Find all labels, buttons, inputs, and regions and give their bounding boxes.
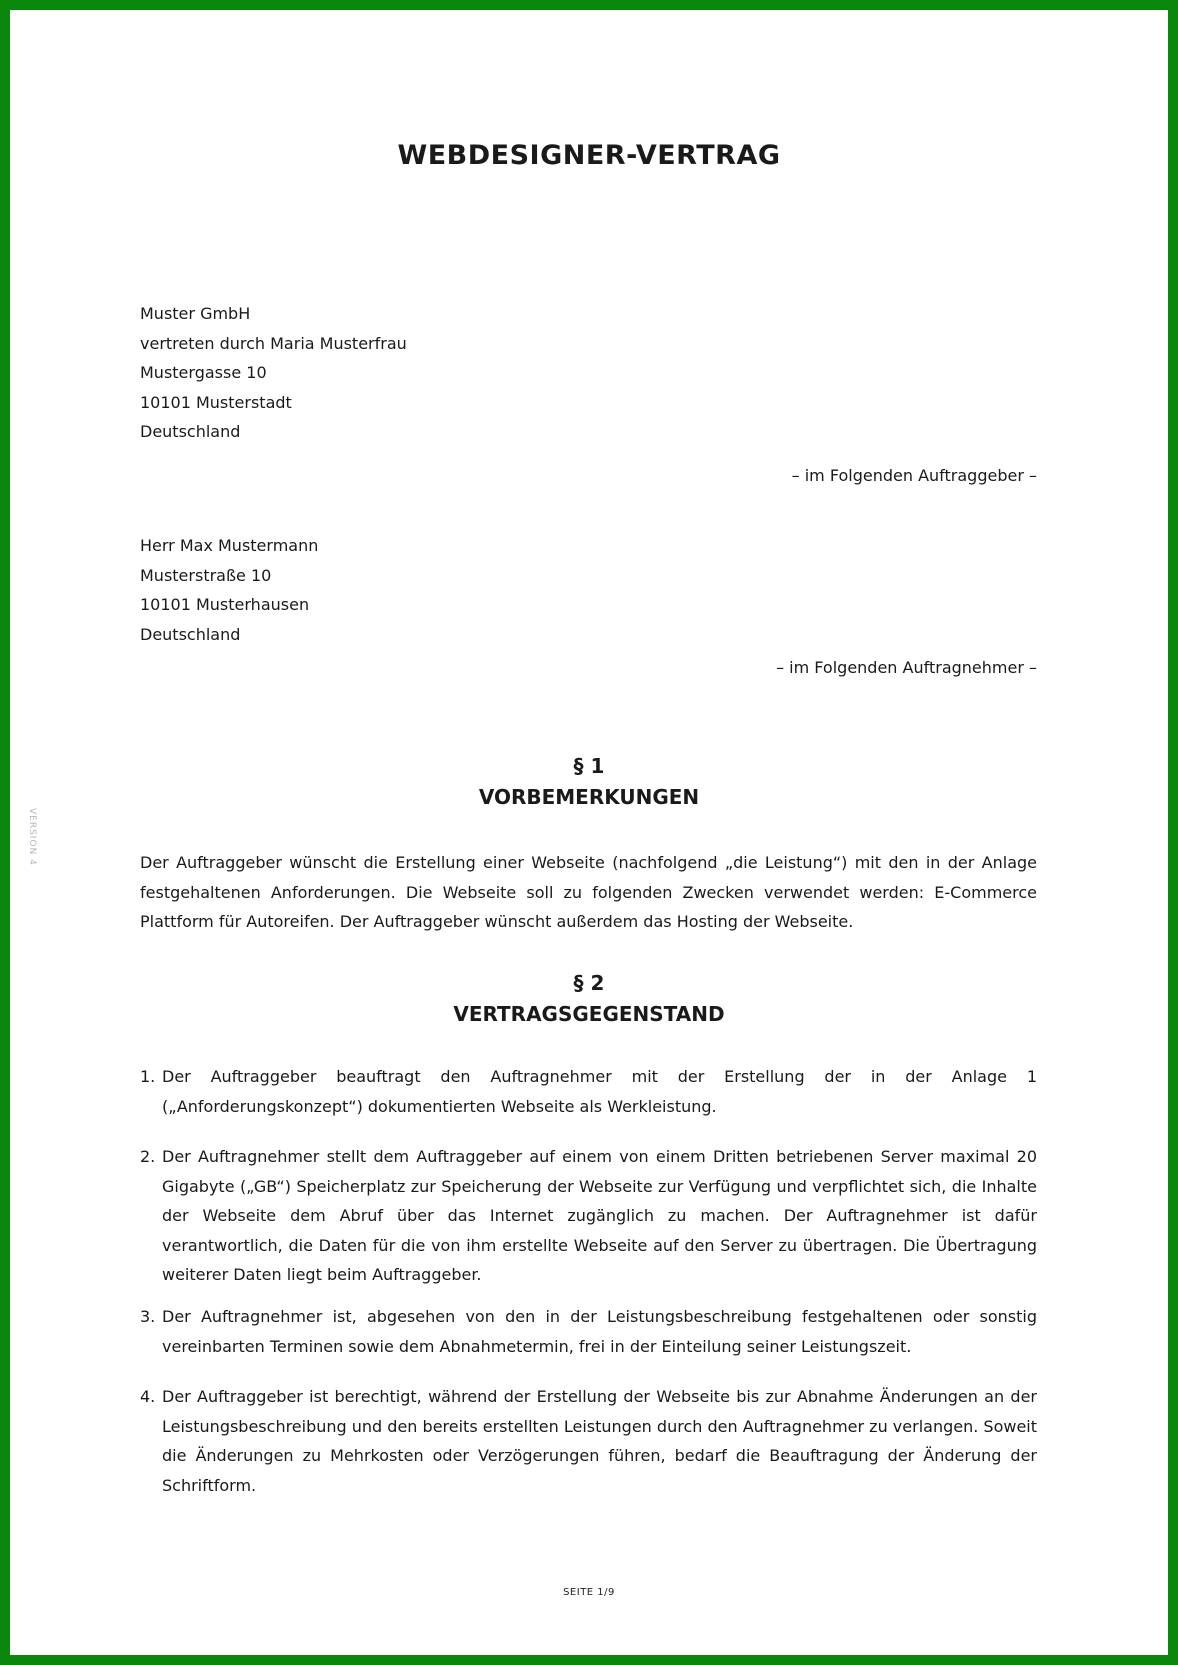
contractor-country: Deutschland (140, 624, 241, 644)
list-item-number: 3. (140, 1307, 156, 1326)
list-item-number: 1. (140, 1067, 156, 1086)
list-item-number: 2. (140, 1147, 156, 1166)
section-1-number: § 1 (573, 754, 605, 778)
section-2-title: VERTRAGSGEGENSTAND (453, 1002, 725, 1026)
contractor-address (140, 531, 1037, 649)
section-2-number: § 2 (573, 971, 605, 995)
contractor-role: – im Folgenden Auftragnehmer – (776, 658, 1037, 677)
client-name: Muster GmbH (140, 304, 251, 323)
list-item-text: Der Auftraggeber beauftragt den Auftragnehmer mit der Erstellung der in der Anlage 1 („Anforderungskonzept“) dokumentierten Webseite als Werkleistung. (162, 1067, 1037, 1116)
client-role: – im Folgenden Auftraggeber – (791, 466, 1037, 485)
client-street: Mustergasse 10 (140, 363, 267, 382)
list-item (140, 1382, 1037, 1500)
client-country: Deutschland (140, 422, 241, 441)
page-number: SEITE 1/9 (563, 1587, 615, 1598)
client-representative: vertreten durch Maria Musterfrau (140, 333, 407, 353)
list-item-number: 4. (140, 1387, 156, 1406)
list-item (140, 1302, 1037, 1361)
section-1-title: VORBEMERKUNGEN (478, 785, 700, 809)
section-1-paragraph: Der Auftraggeber wünscht die Erstellung einer Webseite (nachfolgend „die Leistung“) mit den in der Anlage festgehaltenen Anforderungen. Die Webseite soll zu folgenden Zwecken verwendet werden: E-Commerce Plattform für Autoreifen. Der Auftraggeber wünscht außerdem das Hosting der Webseite. (140, 853, 1037, 931)
client-city: 10101 Musterstadt (140, 392, 292, 412)
contractor-name: Herr Max Mustermann (140, 536, 319, 555)
document-title: WEBDESIGNER-VERTRAG (397, 140, 781, 171)
version-label: VERSION 4 (27, 808, 37, 866)
document-page (10, 10, 1168, 1655)
section-2-heading (10, 968, 1168, 1030)
contractor-city: 10101 Musterhausen (140, 595, 310, 614)
list-item (140, 1062, 1037, 1121)
client-address (140, 299, 1037, 447)
section-1-heading (10, 751, 1168, 813)
list-item-text: Der Auftragnehmer ist, abgesehen von den in der Leistungsbeschreibung festgehaltenen oder sonstig vereinbarten Terminen sowie dem Abnahmetermin, frei in der Einteilung seiner Leistungszeit. (162, 1307, 1037, 1356)
list-item (140, 1142, 1037, 1290)
list-item-text: Der Auftraggeber ist berechtigt, während der Erstellung der Webseite bis zur Abnahme Änderungen an der Leistungsbeschreibung und den bereits erstellten Leistungen durch den Auftragnehmer zu verlangen. Soweit die Änderungen zu Mehrkosten oder Verzögerungen führen, bedarf die Beauftragung der Änderung der Schriftform. (162, 1387, 1037, 1495)
contractor-street: Musterstraße 10 (140, 565, 272, 585)
list-item-text: Der Auftragnehmer stellt dem Auftraggeber auf einem von einem Dritten betriebenen Server maximal 20 Gigabyte („GB“) Speicherplatz zur Speicherung der Webseite zur Verfügung und verpflichtet sich, die Inhalte der Webseite dem Abruf über das Internet zugänglich zu machen. Der Auftragnehmer ist dafür verantwortlich, die Daten für die von ihm erstellte Webseite auf den Server zu übertragen. Die Übertragung weiterer Daten liegt beim Auftraggeber. (162, 1147, 1037, 1284)
